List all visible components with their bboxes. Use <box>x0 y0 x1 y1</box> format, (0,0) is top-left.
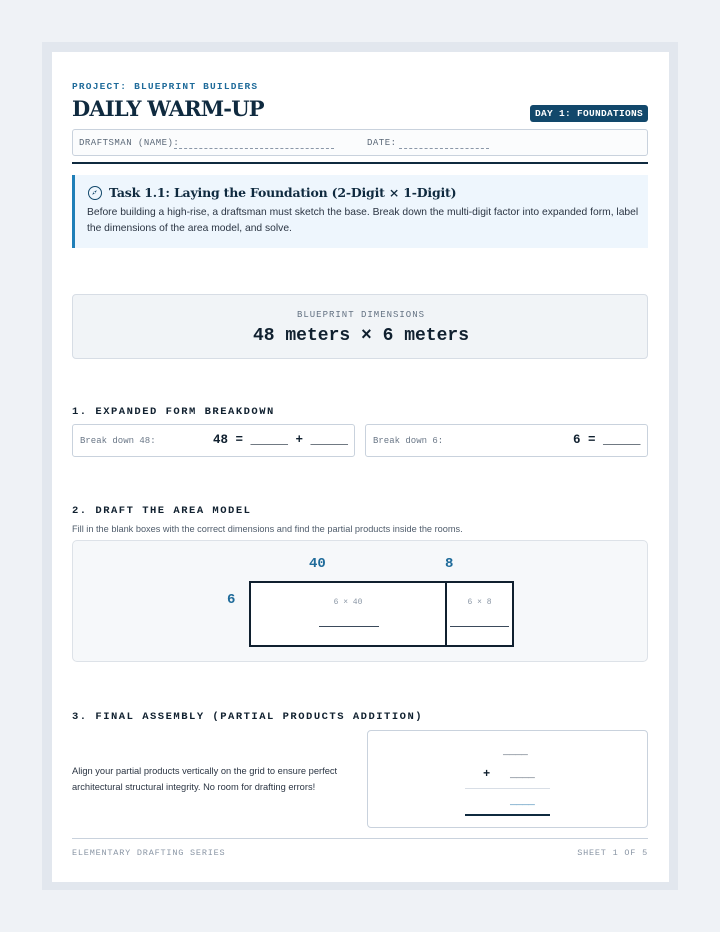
footer-sheet-number: SHEET 1 OF 5 <box>577 848 648 858</box>
room-6x8-answer-line[interactable] <box>450 626 509 627</box>
section-1-heading: 1. EXPANDED FORM BREAKDOWN <box>72 406 275 418</box>
room-6x8-label: 6 × 8 <box>467 598 492 607</box>
section-2-instructions: Fill in the blank boxes with the correct dimensions and find the partial products inside the rooms. <box>72 524 463 534</box>
footer-divider <box>72 838 648 839</box>
breakdown-48-label: Break down 48: <box>80 436 156 446</box>
page-title: DAILY WARM-UP <box>72 96 264 121</box>
dimensions-value: 48 meters × 6 meters <box>252 326 470 346</box>
day-badge: DAY 1: FOUNDATIONS <box>530 105 648 122</box>
section-2-heading: 2. DRAFT THE AREA MODEL <box>72 505 252 517</box>
name-label: DRAFTSMAN (NAME): <box>79 138 180 148</box>
student-info-box <box>72 129 648 156</box>
section-3-heading: 3. FINAL ASSEMBLY (PARTIAL PRODUCTS ADDITION) <box>72 711 424 723</box>
worksheet <box>52 52 669 882</box>
date-label: DATE: <box>367 138 397 148</box>
plus-sign: + <box>483 767 491 781</box>
blueprint-dimensions-panel <box>72 294 648 359</box>
sum-blank[interactable]: ____ <box>510 796 535 808</box>
compass-icon <box>88 186 102 200</box>
expanded-form-48-box[interactable] <box>72 424 355 457</box>
task-callout <box>72 175 648 248</box>
breakdown-6-equation: 6 = _____ <box>573 433 641 447</box>
breakdown-6-label: Break down 6: <box>373 436 444 446</box>
partial-product-blank-1[interactable]: ____ <box>503 746 528 758</box>
room-6x8[interactable] <box>445 581 514 647</box>
project-kicker: PROJECT: BLUEPRINT BUILDERS <box>72 81 259 92</box>
room-6x40-label: 6 × 40 <box>333 598 363 607</box>
footer-series: ELEMENTARY DRAFTING SERIES <box>72 848 226 858</box>
top-dimension-40: 40 <box>309 556 326 572</box>
partial-product-blank-2[interactable]: ____ <box>510 769 535 781</box>
addition-grid[interactable] <box>367 730 648 828</box>
area-model-panel <box>72 540 648 662</box>
assembly-instructions: Align your partial products vertically on the grid to ensure perfect architectural structural integrity. No room for drafting errors! <box>72 766 338 792</box>
task-title: Task 1.1: Laying the Foundation (2-Digit × 1-Digit) <box>109 185 457 200</box>
sum-underline <box>465 814 550 816</box>
grid-separator <box>465 788 550 789</box>
date-field[interactable] <box>399 148 489 149</box>
dimensions-caption: BLUEPRINT DIMENSIONS <box>296 310 426 320</box>
breakdown-48-equation: 48 = _____ + _____ <box>213 433 349 447</box>
task-description: Before building a high-rise, a draftsman must sketch the base. Break down the multi-digit factor into expanded form, label the dimensions of the area model, and solve. <box>87 207 639 234</box>
header-divider <box>72 162 648 164</box>
name-field[interactable] <box>174 148 334 149</box>
room-6x40-answer-line[interactable] <box>319 626 379 627</box>
expanded-form-6-box[interactable] <box>365 424 648 457</box>
side-dimension-6: 6 <box>227 592 236 608</box>
top-dimension-8: 8 <box>445 556 454 572</box>
room-6x40[interactable] <box>249 581 447 647</box>
